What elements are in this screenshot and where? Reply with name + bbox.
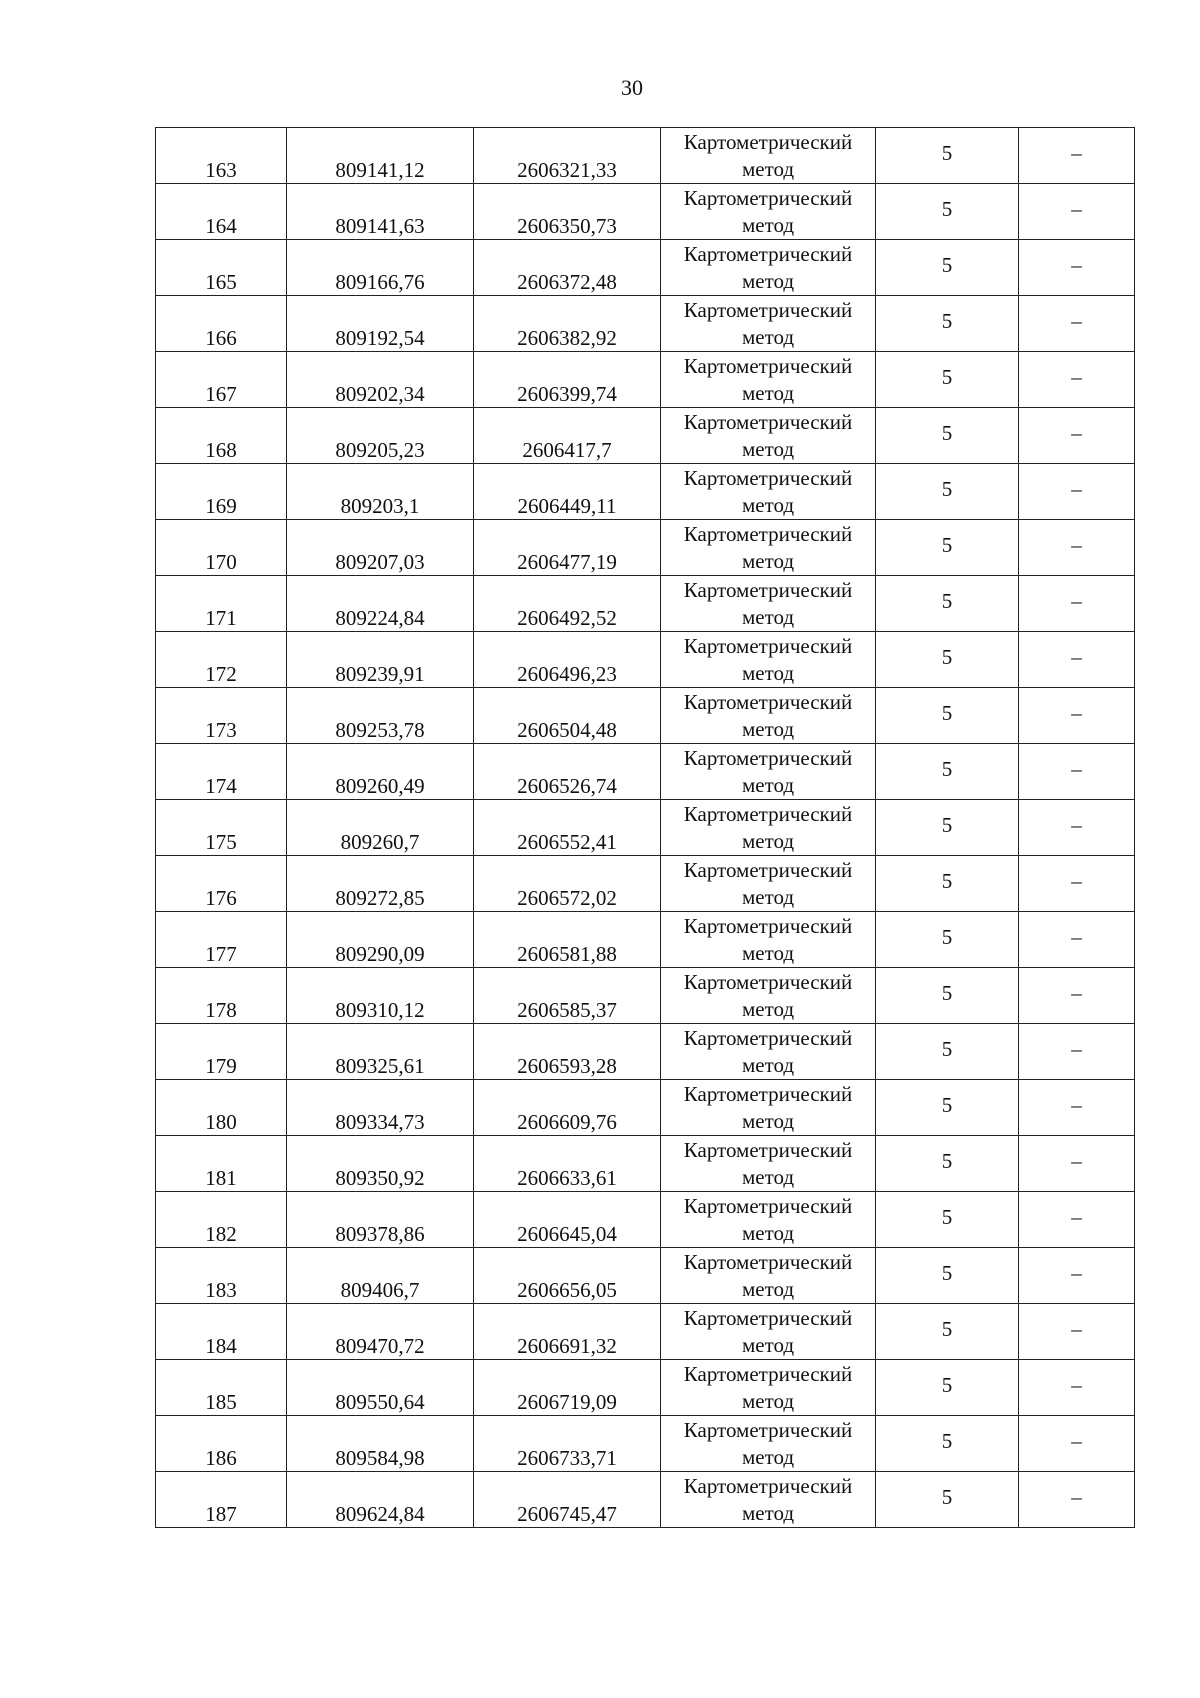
method-line1: Картометрический [683,1025,853,1050]
description-cell [1019,408,1135,464]
point-number-cell: 167 [156,352,287,408]
x-coordinate-cell: 809334,73 [287,1080,474,1136]
method-cell [661,688,876,744]
accuracy-cell [876,968,1019,1024]
x-coordinate-cell: 809207,03 [287,520,474,576]
description-value: – [1071,1148,1082,1173]
accuracy-value: 5 [941,140,953,165]
x-coordinate-cell: 809141,63 [287,184,474,240]
method-line1: Картометрический [683,1361,853,1386]
description-cell [1019,968,1135,1024]
y-coordinate-cell: 2606449,11 [474,464,661,520]
point-number-cell: 166 [156,296,287,352]
y-coordinate-cell: 2606492,52 [474,576,661,632]
description-value: – [1071,308,1082,333]
method-line1: Картометрический [683,577,853,602]
y-coordinate-cell: 2606372,48 [474,240,661,296]
description-cell [1019,1136,1135,1192]
method-line2: метод [741,1444,795,1469]
accuracy-cell [876,1136,1019,1192]
accuracy-value: 5 [941,756,953,781]
point-number-cell: 180 [156,1080,287,1136]
description-cell [1019,520,1135,576]
method-line1: Картометрический [683,241,853,266]
accuracy-cell [876,352,1019,408]
description-cell [1019,1304,1135,1360]
table-row [156,1024,1135,1080]
table-row [156,184,1135,240]
description-value: – [1071,532,1082,557]
description-cell [1019,1416,1135,1472]
table-row [156,1360,1135,1416]
method-cell [661,744,876,800]
method-line1: Картометрический [683,1137,853,1162]
method-cell [661,408,876,464]
accuracy-cell [876,1192,1019,1248]
method-line1: Картометрический [683,353,853,378]
method-line2: метод [741,492,795,517]
accuracy-value: 5 [941,1204,953,1229]
x-coordinate-cell: 809624,84 [287,1472,474,1528]
accuracy-value: 5 [941,364,953,389]
table-row [156,688,1135,744]
coordinates-table [155,127,1135,1528]
accuracy-cell [876,1080,1019,1136]
x-coordinate-cell: 809272,85 [287,856,474,912]
accuracy-value: 5 [941,1372,953,1397]
accuracy-value: 5 [941,252,953,277]
description-cell [1019,184,1135,240]
method-line2: метод [741,1500,795,1525]
method-line1: Картометрический [683,1193,853,1218]
x-coordinate-cell: 809406,7 [287,1248,474,1304]
description-cell [1019,912,1135,968]
accuracy-value: 5 [941,980,953,1005]
table-row [156,408,1135,464]
point-number-cell: 181 [156,1136,287,1192]
description-value: – [1071,924,1082,949]
point-number-cell: 182 [156,1192,287,1248]
method-line2: метод [741,1220,795,1245]
description-value: – [1071,252,1082,277]
description-value: – [1071,476,1082,501]
y-coordinate-cell: 2606719,09 [474,1360,661,1416]
point-number-cell: 174 [156,744,287,800]
description-cell [1019,688,1135,744]
accuracy-value: 5 [941,1484,953,1509]
accuracy-value: 5 [941,700,953,725]
accuracy-value: 5 [941,308,953,333]
method-line1: Картометрический [683,689,853,714]
description-cell [1019,1360,1135,1416]
x-coordinate-cell: 809192,54 [287,296,474,352]
method-line2: метод [741,1276,795,1301]
method-cell [661,1192,876,1248]
x-coordinate-cell: 809584,98 [287,1416,474,1472]
accuracy-cell [876,464,1019,520]
method-cell [661,1416,876,1472]
description-value: – [1071,140,1082,165]
description-cell [1019,1080,1135,1136]
accuracy-cell [876,744,1019,800]
point-number-cell: 173 [156,688,287,744]
accuracy-cell [876,912,1019,968]
point-number-cell: 165 [156,240,287,296]
table-row [156,912,1135,968]
method-cell [661,1304,876,1360]
accuracy-value: 5 [941,1148,953,1173]
description-value: – [1071,1316,1082,1341]
method-cell [661,128,876,184]
description-cell [1019,856,1135,912]
table-row [156,968,1135,1024]
method-cell [661,632,876,688]
method-line1: Картометрический [683,913,853,938]
method-line2: метод [741,604,795,629]
point-number-cell: 163 [156,128,287,184]
point-number-cell: 164 [156,184,287,240]
accuracy-value: 5 [941,1092,953,1117]
accuracy-cell [876,1360,1019,1416]
accuracy-value: 5 [941,924,953,949]
description-value: – [1071,1372,1082,1397]
description-value: – [1071,1260,1082,1285]
description-cell [1019,576,1135,632]
y-coordinate-cell: 2606593,28 [474,1024,661,1080]
table-row [156,744,1135,800]
method-line2: метод [741,996,795,1021]
table-row [156,1136,1135,1192]
method-line2: метод [741,548,795,573]
table-row [156,1304,1135,1360]
y-coordinate-cell: 2606321,33 [474,128,661,184]
accuracy-cell [876,184,1019,240]
y-coordinate-cell: 2606350,73 [474,184,661,240]
method-line2: метод [741,380,795,405]
y-coordinate-cell: 2606633,61 [474,1136,661,1192]
method-line1: Картометрический [683,185,853,210]
y-coordinate-cell: 2606477,19 [474,520,661,576]
method-cell [661,240,876,296]
description-value: – [1071,196,1082,221]
table-row [156,1416,1135,1472]
x-coordinate-cell: 809239,91 [287,632,474,688]
x-coordinate-cell: 809141,12 [287,128,474,184]
table-row [156,128,1135,184]
y-coordinate-cell: 2606504,48 [474,688,661,744]
description-cell [1019,296,1135,352]
method-line2: метод [741,1108,795,1133]
method-line2: метод [741,716,795,741]
table-row [156,576,1135,632]
method-line1: Картометрический [683,465,853,490]
accuracy-cell [876,1304,1019,1360]
x-coordinate-cell: 809325,61 [287,1024,474,1080]
description-value: – [1071,980,1082,1005]
accuracy-value: 5 [941,1428,953,1453]
y-coordinate-cell: 2606399,74 [474,352,661,408]
accuracy-value: 5 [941,1260,953,1285]
description-cell [1019,128,1135,184]
point-number-cell: 179 [156,1024,287,1080]
method-cell [661,912,876,968]
description-value: – [1071,868,1082,893]
description-cell [1019,744,1135,800]
method-line2: метод [741,660,795,685]
y-coordinate-cell: 2606572,02 [474,856,661,912]
accuracy-cell [876,1248,1019,1304]
method-line2: метод [741,1164,795,1189]
description-value: – [1071,364,1082,389]
y-coordinate-cell: 2606581,88 [474,912,661,968]
y-coordinate-cell: 2606526,74 [474,744,661,800]
accuracy-value: 5 [941,1036,953,1061]
description-value: – [1071,1092,1082,1117]
method-line1: Картометрический [683,1081,853,1106]
x-coordinate-cell: 809350,92 [287,1136,474,1192]
method-cell [661,576,876,632]
point-number-cell: 176 [156,856,287,912]
y-coordinate-cell: 2606609,76 [474,1080,661,1136]
x-coordinate-cell: 809550,64 [287,1360,474,1416]
accuracy-value: 5 [941,588,953,613]
description-value: – [1071,588,1082,613]
method-cell [661,1472,876,1528]
point-number-cell: 187 [156,1472,287,1528]
y-coordinate-cell: 2606496,23 [474,632,661,688]
accuracy-cell [876,1024,1019,1080]
method-line1: Картометрический [683,801,853,826]
method-line1: Картометрический [683,1305,853,1330]
description-cell [1019,800,1135,856]
method-cell [661,1248,876,1304]
method-line1: Картометрический [683,409,853,434]
description-cell [1019,1024,1135,1080]
accuracy-value: 5 [941,812,953,837]
point-number-cell: 172 [156,632,287,688]
accuracy-value: 5 [941,1316,953,1341]
point-number-cell: 177 [156,912,287,968]
accuracy-cell [876,632,1019,688]
table-row [156,1192,1135,1248]
method-line1: Картометрический [683,969,853,994]
method-cell [661,464,876,520]
page-number: 30 [621,75,643,100]
method-cell [661,1360,876,1416]
x-coordinate-cell: 809260,7 [287,800,474,856]
description-cell [1019,1472,1135,1528]
table-row [156,1080,1135,1136]
description-value: – [1071,1428,1082,1453]
method-line1: Картометрический [683,1249,853,1274]
point-number-cell: 171 [156,576,287,632]
method-line1: Картометрический [683,633,853,658]
method-line2: метод [741,212,795,237]
table-row [156,632,1135,688]
method-cell [661,296,876,352]
description-cell [1019,632,1135,688]
point-number-cell: 185 [156,1360,287,1416]
accuracy-cell [876,408,1019,464]
y-coordinate-cell: 2606733,71 [474,1416,661,1472]
method-line2: метод [741,884,795,909]
y-coordinate-cell: 2606552,41 [474,800,661,856]
method-line1: Картометрический [683,745,853,770]
point-number-cell: 178 [156,968,287,1024]
x-coordinate-cell: 809202,34 [287,352,474,408]
accuracy-value: 5 [941,420,953,445]
x-coordinate-cell: 809203,1 [287,464,474,520]
accuracy-cell [876,688,1019,744]
accuracy-cell [876,1472,1019,1528]
method-line2: метод [741,436,795,461]
accuracy-cell [876,1416,1019,1472]
method-line2: метод [741,772,795,797]
x-coordinate-cell: 809290,09 [287,912,474,968]
method-line2: метод [741,1332,795,1357]
method-line1: Картометрический [683,1417,853,1442]
y-coordinate-cell: 2606745,47 [474,1472,661,1528]
description-value: – [1071,1036,1082,1061]
description-cell [1019,464,1135,520]
description-value: – [1071,1204,1082,1229]
description-value: – [1071,1484,1082,1509]
x-coordinate-cell: 809253,78 [287,688,474,744]
method-line1: Картометрический [683,1473,853,1498]
y-coordinate-cell: 2606417,7 [474,408,661,464]
method-cell [661,1024,876,1080]
accuracy-cell [876,856,1019,912]
point-number-cell: 175 [156,800,287,856]
accuracy-cell [876,296,1019,352]
method-line2: метод [741,156,795,181]
method-cell [661,352,876,408]
y-coordinate-cell: 2606645,04 [474,1192,661,1248]
method-cell [661,800,876,856]
description-value: – [1071,700,1082,725]
accuracy-value: 5 [941,476,953,501]
point-number-cell: 184 [156,1304,287,1360]
table-row [156,856,1135,912]
table-row [156,520,1135,576]
method-line1: Картометрический [683,297,853,322]
method-cell [661,1080,876,1136]
method-line2: метод [741,940,795,965]
table-row [156,352,1135,408]
table-row [156,800,1135,856]
method-cell [661,968,876,1024]
point-number-cell: 169 [156,464,287,520]
table-row [156,296,1135,352]
table-row [156,240,1135,296]
description-cell [1019,1192,1135,1248]
accuracy-value: 5 [941,196,953,221]
description-value: – [1071,420,1082,445]
method-line1: Картометрический [683,129,853,154]
method-cell [661,184,876,240]
accuracy-value: 5 [941,532,953,557]
method-line2: метод [741,828,795,853]
accuracy-cell [876,800,1019,856]
x-coordinate-cell: 809224,84 [287,576,474,632]
description-cell [1019,240,1135,296]
x-coordinate-cell: 809470,72 [287,1304,474,1360]
method-line2: метод [741,1388,795,1413]
method-cell [661,1136,876,1192]
point-number-cell: 183 [156,1248,287,1304]
method-cell [661,856,876,912]
y-coordinate-cell: 2606585,37 [474,968,661,1024]
description-value: – [1071,644,1082,669]
table-row [156,464,1135,520]
point-number-cell: 168 [156,408,287,464]
table-body [156,128,1135,1528]
description-value: – [1071,812,1082,837]
method-line1: Картометрический [683,521,853,546]
accuracy-value: 5 [941,868,953,893]
method-cell [661,520,876,576]
accuracy-cell [876,520,1019,576]
x-coordinate-cell: 809166,76 [287,240,474,296]
x-coordinate-cell: 809310,12 [287,968,474,1024]
accuracy-value: 5 [941,644,953,669]
method-line2: метод [741,324,795,349]
y-coordinate-cell: 2606382,92 [474,296,661,352]
accuracy-cell [876,576,1019,632]
accuracy-cell [876,128,1019,184]
description-cell [1019,1248,1135,1304]
point-number-cell: 186 [156,1416,287,1472]
y-coordinate-cell: 2606656,05 [474,1248,661,1304]
description-value: – [1071,756,1082,781]
y-coordinate-cell: 2606691,32 [474,1304,661,1360]
point-number-cell: 170 [156,520,287,576]
table-row [156,1472,1135,1528]
x-coordinate-cell: 809378,86 [287,1192,474,1248]
x-coordinate-cell: 809205,23 [287,408,474,464]
method-line2: метод [741,1052,795,1077]
accuracy-cell [876,240,1019,296]
x-coordinate-cell: 809260,49 [287,744,474,800]
method-line1: Картометрический [683,857,853,882]
description-cell [1019,352,1135,408]
method-line2: метод [741,268,795,293]
table-row [156,1248,1135,1304]
